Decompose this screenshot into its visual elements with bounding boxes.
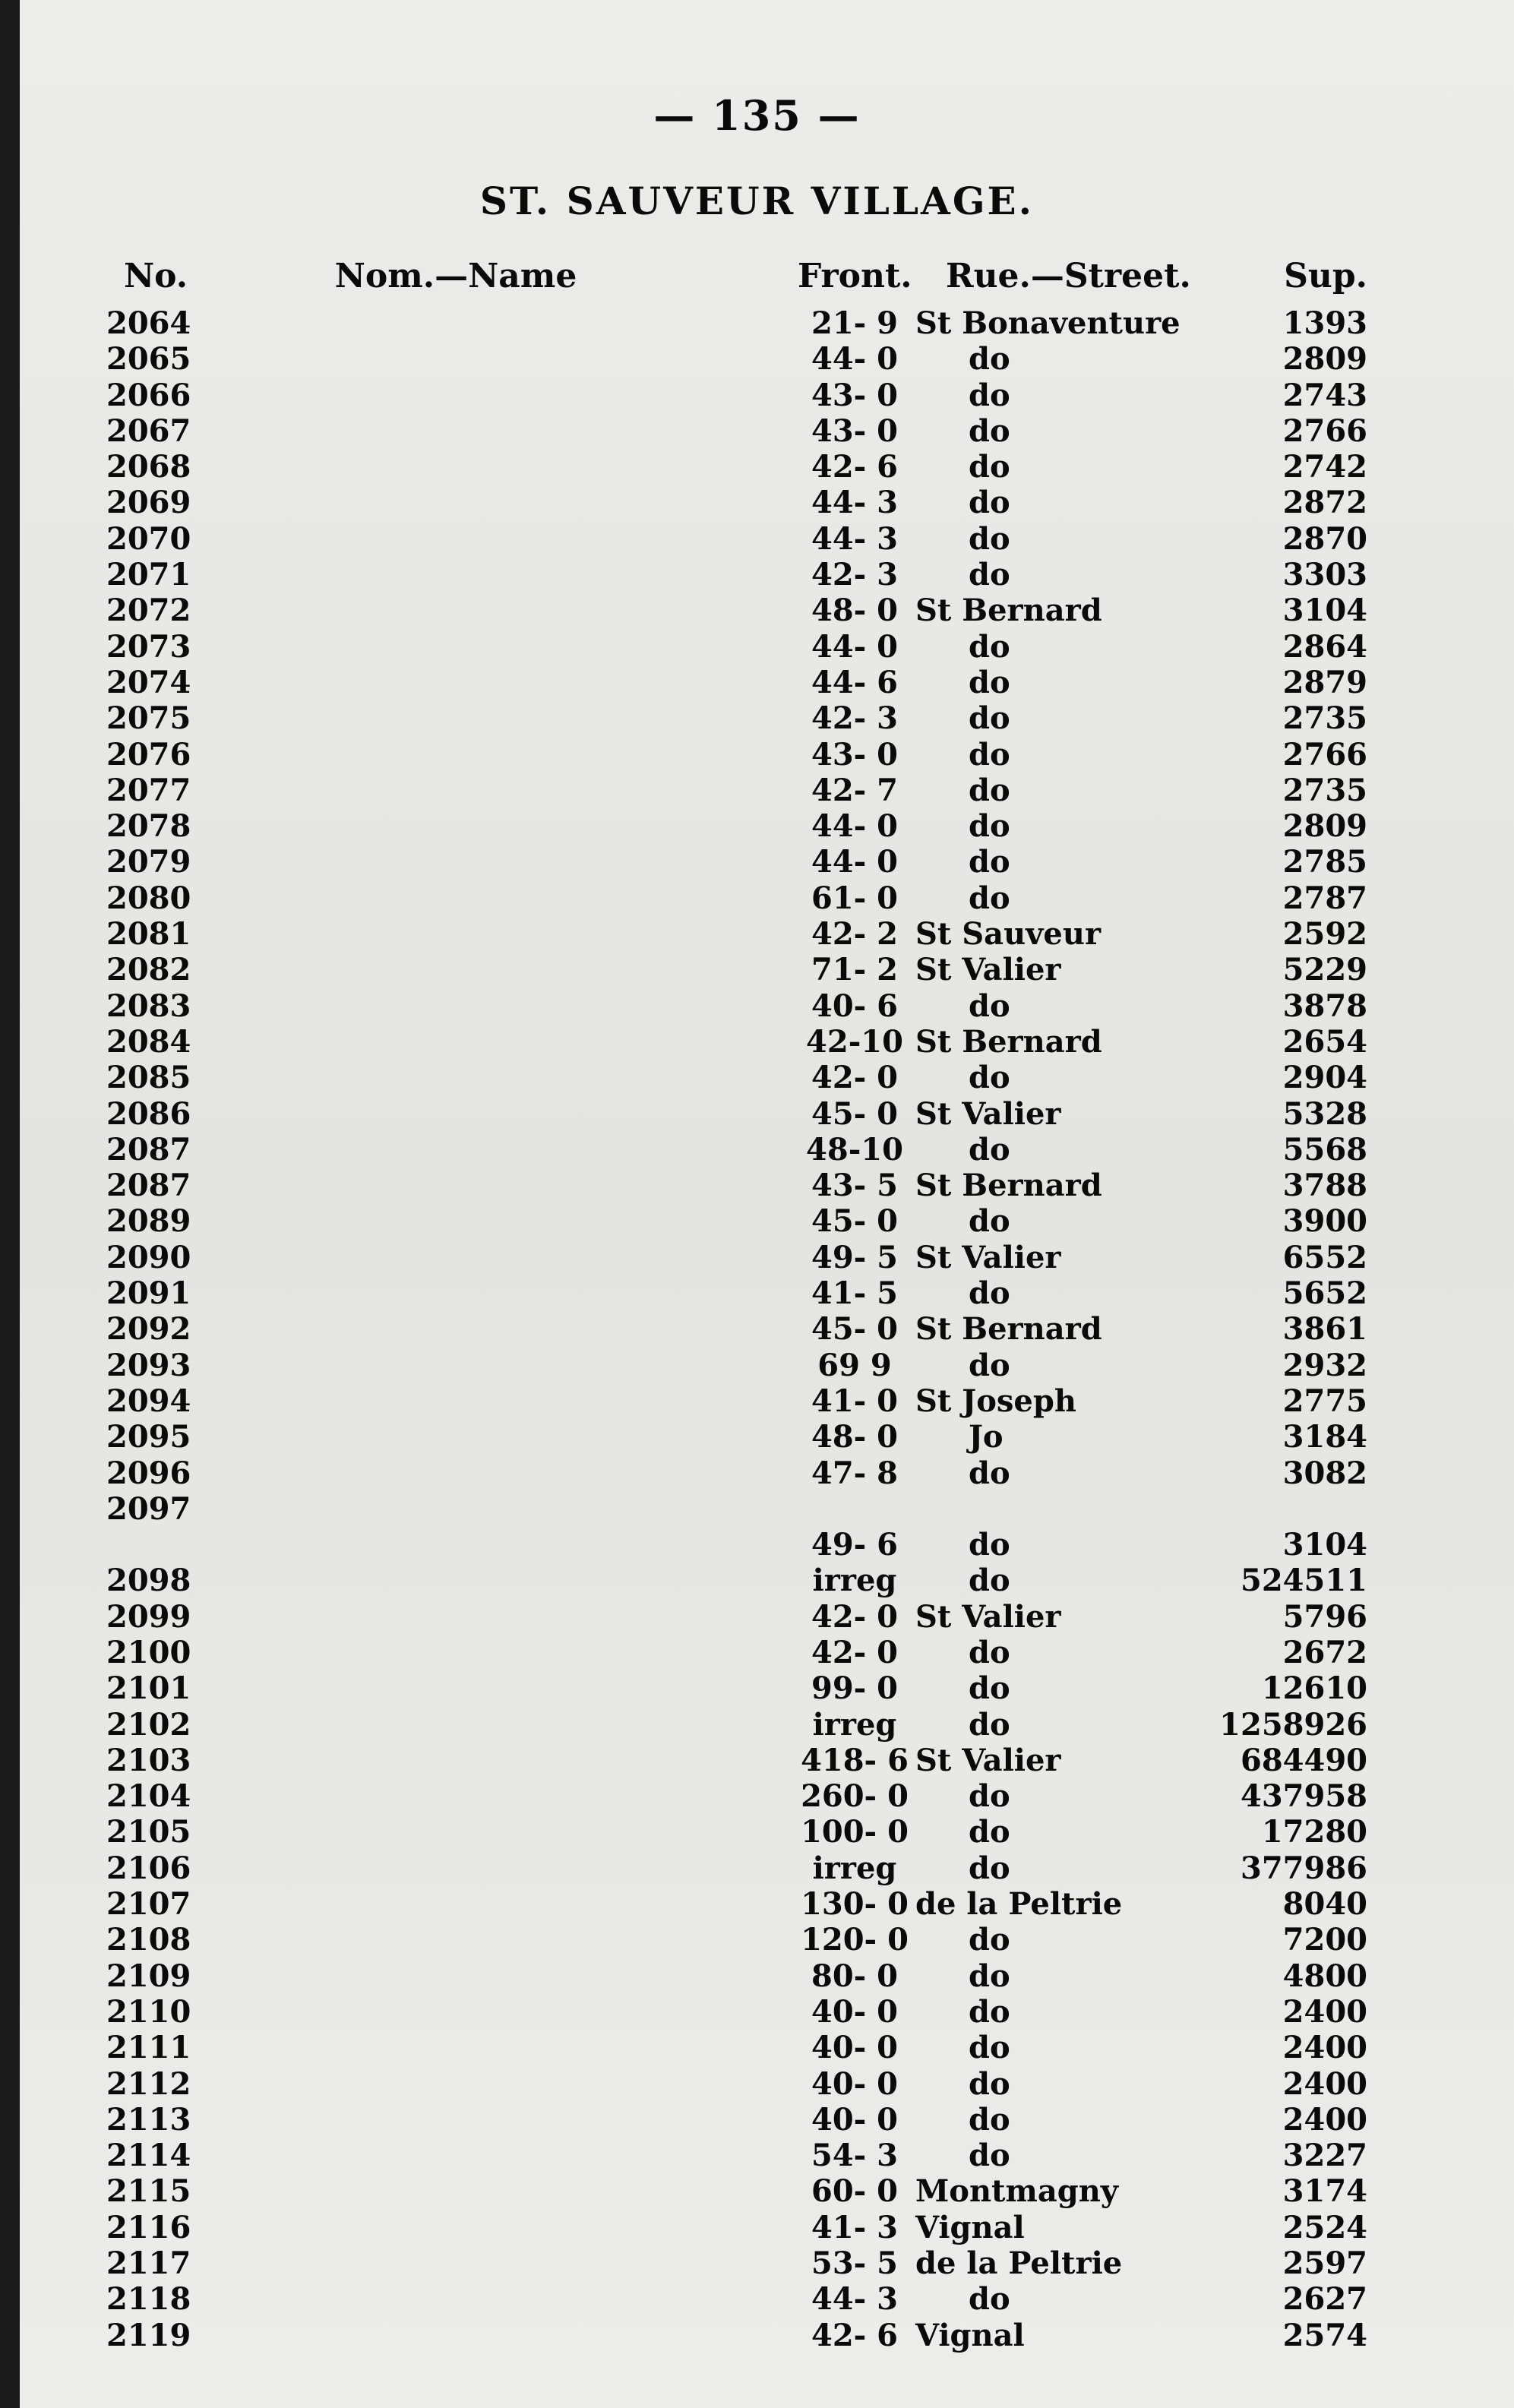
- table-row: [0, 737, 1514, 773]
- row-area: 524511: [1241, 1563, 1367, 1599]
- row-number: 2107: [106, 1886, 191, 1923]
- table-row: [0, 378, 1514, 413]
- row-frontage: 40- 0: [811, 2065, 899, 2102]
- row-number: 2073: [106, 628, 191, 665]
- row-street: Vignal: [915, 2317, 1025, 2353]
- table-row: [0, 1635, 1514, 1670]
- row-area: 3184: [1282, 1419, 1367, 1455]
- row-area: 684490: [1241, 1742, 1367, 1778]
- row-street: do: [969, 1634, 1010, 1670]
- row-frontage: 42- 0: [811, 1634, 899, 1670]
- row-area: 3878: [1282, 988, 1367, 1024]
- row-area: 17280: [1261, 1814, 1367, 1850]
- table-row: [0, 665, 1514, 700]
- row-area: 2743: [1282, 377, 1367, 413]
- row-street: do: [969, 2101, 1010, 2138]
- table-row: [0, 593, 1514, 628]
- row-number: 2091: [106, 1275, 191, 1312]
- row-number: 2065: [106, 341, 191, 378]
- table-row: [0, 1563, 1514, 1598]
- row-street: do: [969, 2065, 1010, 2102]
- row-street: do: [969, 1060, 1010, 1096]
- row-street: do: [969, 520, 1010, 557]
- row-frontage: 44- 0: [811, 628, 899, 665]
- table-row: [0, 1455, 1514, 1491]
- row-street: do: [969, 1275, 1010, 1312]
- row-street: St Valier: [915, 1742, 1061, 1778]
- row-number: 2075: [106, 700, 191, 737]
- row-street: do: [969, 377, 1010, 413]
- table-row: [0, 1778, 1514, 1814]
- table-row: [0, 880, 1514, 916]
- row-area: 2775: [1282, 1383, 1367, 1419]
- row-area: 2400: [1282, 1993, 1367, 2030]
- row-frontage: irreg: [812, 1850, 897, 1886]
- table-row: [0, 1850, 1514, 1886]
- row-street: do: [969, 412, 1010, 449]
- row-street: do: [969, 880, 1010, 916]
- row-street: do: [969, 736, 1010, 773]
- row-street: do: [969, 341, 1010, 378]
- table-row: [0, 1994, 1514, 2030]
- row-area: 5568: [1282, 1131, 1367, 1168]
- table-row: [0, 2102, 1514, 2138]
- row-frontage: 48- 0: [811, 593, 899, 629]
- row-street: do: [969, 557, 1010, 593]
- table-row: [0, 1240, 1514, 1275]
- table-header: [0, 257, 1514, 302]
- row-frontage: 44- 0: [811, 341, 899, 378]
- table-row: [0, 2210, 1514, 2245]
- row-number: 2103: [106, 1742, 191, 1778]
- row-frontage: 42- 0: [811, 1598, 899, 1635]
- row-area: 3900: [1282, 1203, 1367, 1240]
- row-number: 2109: [106, 1958, 191, 1994]
- row-area: 3227: [1282, 2138, 1367, 2174]
- table-row: [0, 1024, 1514, 1060]
- row-number: 2082: [106, 952, 191, 988]
- table-row: [0, 1275, 1514, 1311]
- row-number: 2096: [106, 1455, 191, 1491]
- row-number: 2085: [106, 1060, 191, 1096]
- row-frontage: 42- 3: [811, 700, 899, 737]
- row-street: St Bernard: [915, 1311, 1102, 1348]
- table-row: [0, 341, 1514, 377]
- row-street: do: [969, 1958, 1010, 1994]
- row-street: do: [969, 700, 1010, 737]
- row-number: 2095: [106, 1419, 191, 1455]
- row-number: 2098: [106, 1563, 191, 1599]
- row-area: 2809: [1282, 341, 1367, 378]
- row-street: Vignal: [915, 2209, 1025, 2245]
- header-front: Front.: [798, 257, 912, 295]
- row-frontage: 99- 0: [811, 1670, 899, 1707]
- row-street: do: [969, 1455, 1010, 1491]
- table-row: [0, 1707, 1514, 1743]
- row-street: do: [969, 1922, 1010, 1958]
- row-number: 2066: [106, 377, 191, 413]
- table-row: [0, 1922, 1514, 1958]
- row-frontage: 42- 2: [811, 916, 899, 953]
- row-area: 377986: [1241, 1850, 1367, 1886]
- row-frontage: irreg: [812, 1563, 897, 1599]
- header-street: Rue.—Street.: [946, 257, 1191, 295]
- table-row: [0, 521, 1514, 557]
- row-number: 2074: [106, 664, 191, 700]
- section-title: ST. SAUVEUR VILLAGE.: [479, 179, 1035, 223]
- row-street: Jo: [969, 1419, 1004, 1455]
- table-row: [0, 2138, 1514, 2173]
- row-frontage: 40- 0: [811, 2101, 899, 2138]
- row-street: de la Peltrie: [915, 1886, 1123, 1923]
- row-number: 2119: [106, 2317, 191, 2353]
- row-street: St Bernard: [915, 593, 1102, 629]
- row-street: do: [969, 808, 1010, 845]
- property-table: [0, 305, 1514, 2353]
- row-frontage: 49- 5: [811, 1239, 899, 1275]
- row-number: 2114: [106, 2138, 191, 2174]
- table-row: [0, 1599, 1514, 1635]
- row-number: 2090: [106, 1239, 191, 1275]
- row-street: St Valier: [915, 1095, 1061, 1132]
- row-number: 2067: [106, 412, 191, 449]
- row-street: do: [969, 1993, 1010, 2030]
- row-area: 2400: [1282, 2030, 1367, 2066]
- page-number: — 135 —: [653, 91, 861, 140]
- row-area: 12610: [1261, 1670, 1367, 1707]
- row-area: 3104: [1282, 1526, 1367, 1563]
- table-row: [0, 2066, 1514, 2102]
- row-number: 2077: [106, 772, 191, 808]
- row-frontage: 44- 0: [811, 844, 899, 880]
- row-frontage: 43- 5: [811, 1168, 899, 1204]
- table-row: [0, 2173, 1514, 2209]
- row-street: do: [969, 1670, 1010, 1707]
- table-row: [0, 1132, 1514, 1168]
- row-street: St Bonaventure: [915, 305, 1181, 341]
- table-row: [0, 1958, 1514, 1994]
- row-area: 8040: [1282, 1886, 1367, 1923]
- table-row: [0, 1743, 1514, 1778]
- row-area: 2766: [1282, 412, 1367, 449]
- row-frontage: 60- 0: [811, 2173, 899, 2210]
- table-row: [0, 773, 1514, 808]
- row-number: 2084: [106, 1023, 191, 1060]
- row-area: 3788: [1282, 1168, 1367, 1204]
- row-area: 437958: [1241, 1778, 1367, 1815]
- row-number: 2083: [106, 988, 191, 1024]
- row-frontage: 40- 0: [811, 2030, 899, 2066]
- table-row: [0, 1348, 1514, 1383]
- row-number: 2097: [106, 1490, 191, 1527]
- row-frontage: 260- 0: [801, 1778, 909, 1815]
- row-frontage: 44- 3: [811, 2281, 899, 2318]
- row-frontage: 41- 5: [811, 1275, 899, 1312]
- row-area: 2735: [1282, 700, 1367, 737]
- row-area: 2809: [1282, 808, 1367, 845]
- row-frontage: 130- 0: [801, 1886, 909, 1923]
- row-frontage: 43- 0: [811, 412, 899, 449]
- row-street: St Valier: [915, 1239, 1061, 1275]
- row-number: 2105: [106, 1814, 191, 1850]
- row-frontage: 49- 6: [811, 1526, 899, 1563]
- row-number: 2092: [106, 1311, 191, 1348]
- row-number: 2068: [106, 449, 191, 485]
- row-area: 2785: [1282, 844, 1367, 880]
- row-number: 2087: [106, 1131, 191, 1168]
- row-number: 2089: [106, 1203, 191, 1240]
- row-area: 2932: [1282, 1347, 1367, 1383]
- header-no: No.: [123, 257, 188, 295]
- row-frontage: 100- 0: [801, 1814, 909, 1850]
- row-frontage: 44- 3: [811, 520, 899, 557]
- row-number: 2093: [106, 1347, 191, 1383]
- row-area: 2574: [1282, 2317, 1367, 2353]
- table-row: [0, 2030, 1514, 2065]
- row-area: 2627: [1282, 2281, 1367, 2318]
- row-area: 2870: [1282, 520, 1367, 557]
- row-number: 2108: [106, 1922, 191, 1958]
- table-row: [0, 988, 1514, 1024]
- row-area: 5229: [1282, 952, 1367, 988]
- row-number: 2080: [106, 880, 191, 916]
- row-frontage: 120- 0: [801, 1922, 909, 1958]
- table-row: [0, 1419, 1514, 1455]
- row-number: 2102: [106, 1706, 191, 1743]
- table-row: [0, 2318, 1514, 2353]
- row-area: 3082: [1282, 1455, 1367, 1491]
- row-number: 2106: [106, 1850, 191, 1886]
- row-area: 2872: [1282, 485, 1367, 521]
- table-row: [0, 413, 1514, 449]
- row-area: 2597: [1282, 2245, 1367, 2282]
- row-area: 2879: [1282, 664, 1367, 700]
- row-number: 2069: [106, 485, 191, 521]
- row-area: 3861: [1282, 1311, 1367, 1348]
- row-frontage: 42- 6: [811, 2317, 899, 2353]
- row-frontage: 54- 3: [811, 2138, 899, 2174]
- row-area: 2400: [1282, 2101, 1367, 2138]
- row-frontage: 61- 0: [811, 880, 899, 916]
- row-number: 2064: [106, 305, 191, 341]
- table-row: [0, 1491, 1514, 1563]
- row-street: do: [969, 1526, 1010, 1563]
- row-number: 2111: [106, 2030, 191, 2066]
- row-frontage: 47- 8: [811, 1455, 899, 1491]
- row-number: 2079: [106, 844, 191, 880]
- row-street: do: [969, 2030, 1010, 2066]
- row-street: do: [969, 772, 1010, 808]
- row-frontage: 44- 0: [811, 808, 899, 845]
- row-frontage: 71- 2: [811, 952, 899, 988]
- row-frontage: 53- 5: [811, 2245, 899, 2282]
- table-row: [0, 700, 1514, 736]
- row-street: do: [969, 2281, 1010, 2318]
- row-street: do: [969, 449, 1010, 485]
- row-number: 2110: [106, 1993, 191, 2030]
- row-area: 2654: [1282, 1023, 1367, 1060]
- row-street: St Bernard: [915, 1023, 1102, 1060]
- row-number: 2076: [106, 736, 191, 773]
- table-row: [0, 844, 1514, 880]
- row-street: do: [969, 2138, 1010, 2174]
- row-frontage: 42- 0: [811, 1060, 899, 1096]
- row-number: 2099: [106, 1598, 191, 1635]
- table-row: [0, 1311, 1514, 1347]
- row-street: do: [969, 988, 1010, 1024]
- row-street: St Joseph: [915, 1383, 1076, 1419]
- row-area: 2524: [1282, 2209, 1367, 2245]
- row-frontage: 44- 6: [811, 664, 899, 700]
- table-row: [0, 1060, 1514, 1095]
- row-number: 2116: [106, 2209, 191, 2245]
- table-row: [0, 2245, 1514, 2281]
- table-row: [0, 1886, 1514, 1922]
- row-street: Montmagny: [915, 2173, 1119, 2210]
- table-row: [0, 305, 1514, 341]
- row-frontage: 42- 3: [811, 557, 899, 593]
- row-frontage: irreg: [812, 1706, 897, 1743]
- row-frontage: 418- 6: [801, 1742, 909, 1778]
- table-row: [0, 916, 1514, 952]
- row-area: 2672: [1282, 1634, 1367, 1670]
- row-street: de la Peltrie: [915, 2245, 1123, 2282]
- row-area: 2904: [1282, 1060, 1367, 1096]
- row-area: 1393: [1282, 305, 1367, 341]
- row-area: 5652: [1282, 1275, 1367, 1312]
- table-row: [0, 2281, 1514, 2317]
- row-area: 7200: [1282, 1922, 1367, 1958]
- row-number: 2115: [106, 2173, 191, 2210]
- row-street: do: [969, 1563, 1010, 1599]
- row-frontage: 42- 6: [811, 449, 899, 485]
- row-street: do: [969, 628, 1010, 665]
- row-street: do: [969, 1778, 1010, 1815]
- table-row: [0, 952, 1514, 988]
- table-row: [0, 629, 1514, 665]
- header-sup: Sup.: [1284, 257, 1367, 295]
- row-area: 2735: [1282, 772, 1367, 808]
- row-street: do: [969, 664, 1010, 700]
- row-frontage: 42-10: [806, 1023, 903, 1060]
- table-row: [0, 485, 1514, 520]
- row-number: 2117: [106, 2245, 191, 2282]
- table-row: [0, 1670, 1514, 1706]
- row-number: 2100: [106, 1634, 191, 1670]
- row-street: do: [969, 1850, 1010, 1886]
- row-frontage: 45- 0: [811, 1311, 899, 1348]
- table-row: [0, 1096, 1514, 1132]
- row-street: St Valier: [915, 1598, 1061, 1635]
- row-street: do: [969, 1706, 1010, 1743]
- row-number: 2078: [106, 808, 191, 845]
- row-frontage: 41- 0: [811, 1383, 899, 1419]
- row-frontage: 48- 0: [811, 1419, 899, 1455]
- row-frontage: 43- 0: [811, 736, 899, 773]
- row-street: do: [969, 485, 1010, 521]
- row-street: St Bernard: [915, 1168, 1102, 1204]
- row-number: 2087: [106, 1168, 191, 1204]
- row-area: 2592: [1282, 916, 1367, 953]
- table-row: [0, 1814, 1514, 1850]
- row-number: 2086: [106, 1095, 191, 1132]
- table-row: [0, 449, 1514, 485]
- row-frontage: 43- 0: [811, 377, 899, 413]
- row-street: do: [969, 1347, 1010, 1383]
- row-street: do: [969, 1814, 1010, 1850]
- row-number: 2101: [106, 1670, 191, 1707]
- row-area: 2787: [1282, 880, 1367, 916]
- row-number: 2070: [106, 520, 191, 557]
- table-row: [0, 557, 1514, 593]
- row-area: 1258926: [1219, 1706, 1367, 1743]
- row-area: 3174: [1282, 2173, 1367, 2210]
- row-number: 2094: [106, 1383, 191, 1419]
- row-frontage: 48-10: [806, 1131, 903, 1168]
- row-number: 2072: [106, 593, 191, 629]
- header-name: Nom.—Name: [334, 257, 577, 295]
- row-frontage: 45- 0: [811, 1095, 899, 1132]
- row-frontage: 21- 9: [811, 305, 899, 341]
- row-frontage: 40- 0: [811, 1993, 899, 2030]
- row-frontage: 44- 3: [811, 485, 899, 521]
- row-frontage: 45- 0: [811, 1203, 899, 1240]
- row-number: 2118: [106, 2281, 191, 2318]
- row-number: 2112: [106, 2065, 191, 2102]
- row-frontage: 69 9: [817, 1347, 892, 1383]
- row-number: 2081: [106, 916, 191, 953]
- table-row: [0, 1168, 1514, 1203]
- row-area: 5328: [1282, 1095, 1367, 1132]
- row-street: St Sauveur: [915, 916, 1102, 953]
- row-number: 2104: [106, 1778, 191, 1815]
- row-number: 2113: [106, 2101, 191, 2138]
- row-frontage: 41- 3: [811, 2209, 899, 2245]
- table-row: [0, 1383, 1514, 1419]
- row-frontage: 42- 7: [811, 772, 899, 808]
- row-area: 3104: [1282, 593, 1367, 629]
- row-area: 3303: [1282, 557, 1367, 593]
- row-area: 2766: [1282, 736, 1367, 773]
- row-frontage: 40- 6: [811, 988, 899, 1024]
- row-number: 2071: [106, 557, 191, 593]
- row-street: do: [969, 1203, 1010, 1240]
- row-area: 5796: [1282, 1598, 1367, 1635]
- row-area: 2864: [1282, 628, 1367, 665]
- row-street: St Valier: [915, 952, 1061, 988]
- row-area: 2742: [1282, 449, 1367, 485]
- row-street: do: [969, 844, 1010, 880]
- row-area: 6552: [1282, 1239, 1367, 1275]
- table-row: [0, 1203, 1514, 1239]
- table-row: [0, 808, 1514, 844]
- row-area: 4800: [1282, 1958, 1367, 1994]
- row-frontage: 80- 0: [811, 1958, 899, 1994]
- row-area: 2400: [1282, 2065, 1367, 2102]
- row-street: do: [969, 1131, 1010, 1168]
